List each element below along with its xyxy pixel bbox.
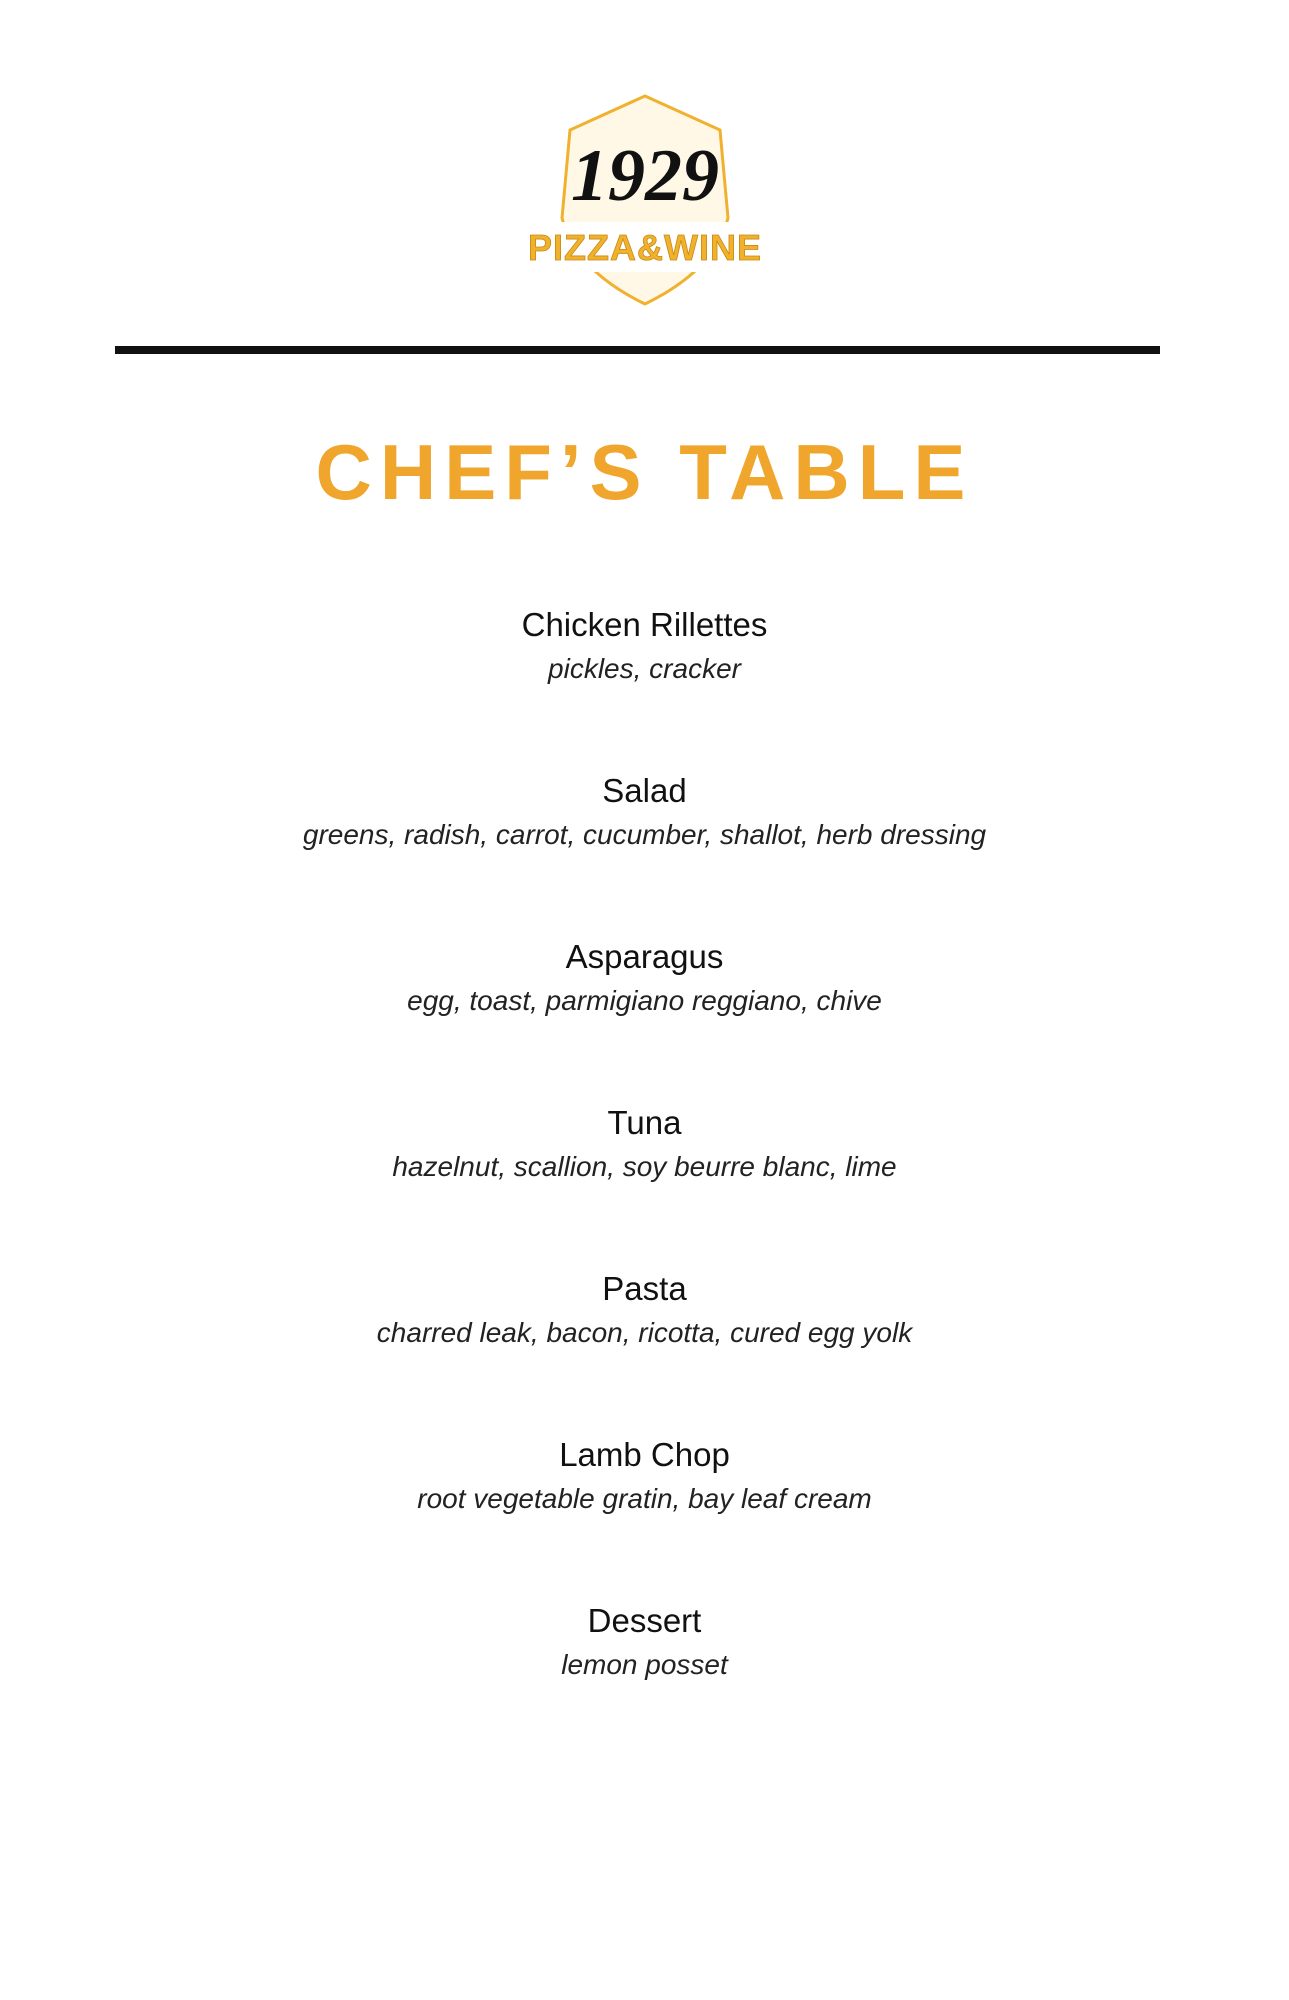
logo-tagline: PIZZA&WINE bbox=[528, 227, 762, 268]
course-description: charred leak, bacon, ricotta, cured egg yolk bbox=[376, 1317, 913, 1348]
logo-year: 1929 bbox=[571, 135, 719, 217]
course-name: Dessert bbox=[587, 1602, 702, 1639]
course-description: egg, toast, parmigiano reggiano, chive bbox=[407, 985, 882, 1016]
course-item bbox=[0, 1596, 1289, 1762]
course-name: Salad bbox=[602, 772, 687, 809]
course-list bbox=[0, 600, 1289, 1762]
course-item bbox=[0, 1098, 1289, 1264]
course-description: greens, radish, carrot, cucumber, shallot, herb dressing bbox=[302, 819, 987, 850]
course-name: Asparagus bbox=[565, 938, 724, 975]
course-item bbox=[0, 1264, 1289, 1430]
course-name: Pasta bbox=[602, 1270, 687, 1307]
restaurant-logo bbox=[505, 90, 785, 310]
course-item bbox=[0, 1430, 1289, 1596]
course-description: root vegetable gratin, bay leaf cream bbox=[417, 1483, 872, 1514]
course-item bbox=[0, 766, 1289, 932]
course-description: lemon posset bbox=[561, 1649, 728, 1680]
course-item bbox=[0, 600, 1289, 766]
course-name: Tuna bbox=[607, 1104, 682, 1141]
course-description: hazelnut, scallion, soy beurre blanc, lime bbox=[392, 1151, 897, 1182]
course-name: Lamb Chop bbox=[559, 1436, 730, 1473]
shield-logo-icon bbox=[505, 90, 785, 310]
header-divider bbox=[115, 346, 1160, 354]
course-name: Chicken Rillettes bbox=[521, 606, 768, 643]
course-item bbox=[0, 932, 1289, 1098]
menu-title: CHEF’S TABLE bbox=[315, 428, 974, 516]
course-description: pickles, cracker bbox=[548, 653, 741, 684]
